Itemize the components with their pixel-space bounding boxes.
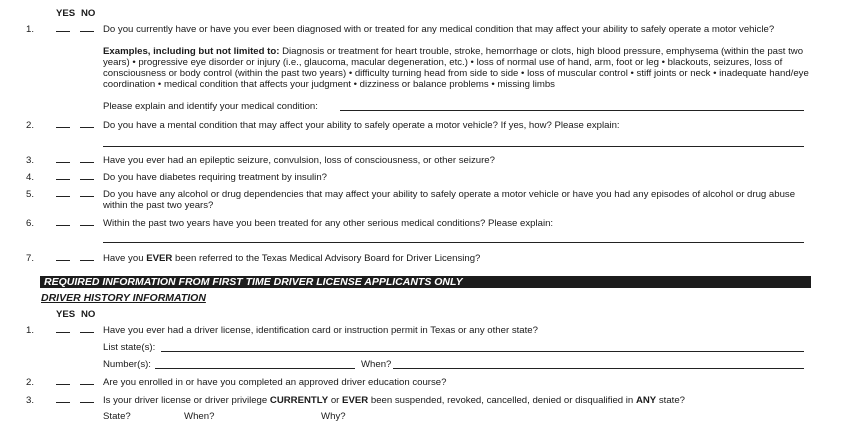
question-3-yes-blank[interactable] <box>56 153 70 166</box>
yes-column-header: YES <box>56 8 76 19</box>
history-no-column-header: NO <box>81 309 96 320</box>
history-question-2-text: Are you enrolled in or have you completed an approved driver education course? <box>103 377 447 388</box>
question-3-no-blank[interactable] <box>80 153 94 166</box>
question-4-text: Do you have diabetes requiring treatment by insulin? <box>103 172 327 183</box>
question-1-text: Do you currently have or have you ever been diagnosed with or treated for any medical condition that may affect your ability to safely operate a motor vehicle? <box>103 24 775 35</box>
question-1-number: 1. <box>25 24 34 35</box>
question-2-text: Do you have a mental condition that may affect your ability to safely operate a motor vehicle? If yes, how? Please explain: <box>103 120 620 131</box>
question-1-no-blank[interactable] <box>80 22 94 35</box>
question-4-yes-blank[interactable] <box>56 170 70 183</box>
no-column-header: NO <box>81 8 96 19</box>
question-6-text: Within the past two years have you been treated for any other serious medical conditions? Please explain: <box>103 218 554 229</box>
history-question-1-no-blank[interactable] <box>80 323 94 336</box>
when-field[interactable] <box>393 368 804 369</box>
numbers-label: Number(s): <box>103 359 151 370</box>
question-7-no-blank[interactable] <box>80 251 94 264</box>
question-2-no-blank[interactable] <box>80 118 94 131</box>
history-question-2-no-blank[interactable] <box>80 375 94 388</box>
history-question-3-partial-row: State? When? Why? <box>103 411 346 422</box>
question-6-explain-field[interactable] <box>103 242 804 243</box>
list-states-label: List state(s): <box>103 342 156 353</box>
explain-medical-label: Please explain and identify your medical condition: <box>103 101 318 112</box>
question-7-yes-blank[interactable] <box>56 251 70 264</box>
question-1-examples <box>103 46 815 90</box>
history-question-1-number: 1. <box>25 325 34 336</box>
history-question-2-yes-blank[interactable] <box>56 375 70 388</box>
question-2-explain-field[interactable] <box>103 146 804 147</box>
examples-text: Diagnosis or treatment for heart trouble, stroke, hemorrhage or clots, high blood pressure, emphysema (within the past two years) • progressive eye disorder or injury (i.e., glaucoma, macular degeneration, etc.) • loss of normal use of hand, arm, foot or leg • blackouts, seizures, loss of consciousness or body control (within the past two years) • difficulty turning head from side to side • loss of muscular control • stiff joints or neck • inadequate hand/eye coordination • medical condition that affects your judgment • dizziness or balance problems • missing limbs <box>103 46 809 90</box>
history-question-2-number: 2. <box>25 377 34 388</box>
question-7-number: 7. <box>25 253 34 264</box>
history-question-3-yes-blank[interactable] <box>56 393 70 406</box>
history-question-3-no-blank[interactable] <box>80 393 94 406</box>
question-4-no-blank[interactable] <box>80 170 94 183</box>
explain-medical-field[interactable] <box>340 110 804 111</box>
history-yes-column-header: YES <box>56 309 76 320</box>
first-time-applicants-banner: REQUIRED INFORMATION FROM FIRST TIME DRIVER LICENSE APPLICANTS ONLY <box>40 276 811 288</box>
examples-label: Examples, including but not limited to: <box>103 46 280 57</box>
history-question-1-yes-blank[interactable] <box>56 323 70 336</box>
question-6-number: 6. <box>25 218 34 229</box>
question-7-text: Have you EVER been referred to the Texas Medical Advisory Board for Driver Licensing? <box>103 253 481 264</box>
driver-history-title: DRIVER HISTORY INFORMATION <box>41 292 206 304</box>
question-5-no-blank[interactable] <box>80 187 94 200</box>
question-2-number: 2. <box>25 120 34 131</box>
history-question-1-text: Have you ever had a driver license, identification card or instruction permit in Texas or any other state? <box>103 325 538 336</box>
question-5-yes-blank[interactable] <box>56 187 70 200</box>
history-question-3-number: 3. <box>25 395 34 406</box>
question-1-yes-blank[interactable] <box>56 22 70 35</box>
numbers-field[interactable] <box>155 368 355 369</box>
question-6-no-blank[interactable] <box>80 216 94 229</box>
question-2-yes-blank[interactable] <box>56 118 70 131</box>
question-5-number: 5. <box>25 189 34 200</box>
question-6-yes-blank[interactable] <box>56 216 70 229</box>
question-5-text: Do you have any alcohol or drug dependencies that may affect your ability to safely operate a motor vehicle or have you had any episodes of alcohol or drug abuse within the past two years? <box>103 189 796 211</box>
list-states-field[interactable] <box>161 351 804 352</box>
when-label: When? <box>361 359 392 370</box>
question-3-text: Have you ever had an epileptic seizure, convulsion, loss of consciousness, or other seizure? <box>103 155 495 166</box>
question-4-number: 4. <box>25 172 34 183</box>
question-3-number: 3. <box>25 155 34 166</box>
history-question-3-text: Is your driver license or driver privilege CURRENTLY or EVER been suspended, revoked, cancelled, denied or disqualified in ANY state? <box>103 395 686 406</box>
